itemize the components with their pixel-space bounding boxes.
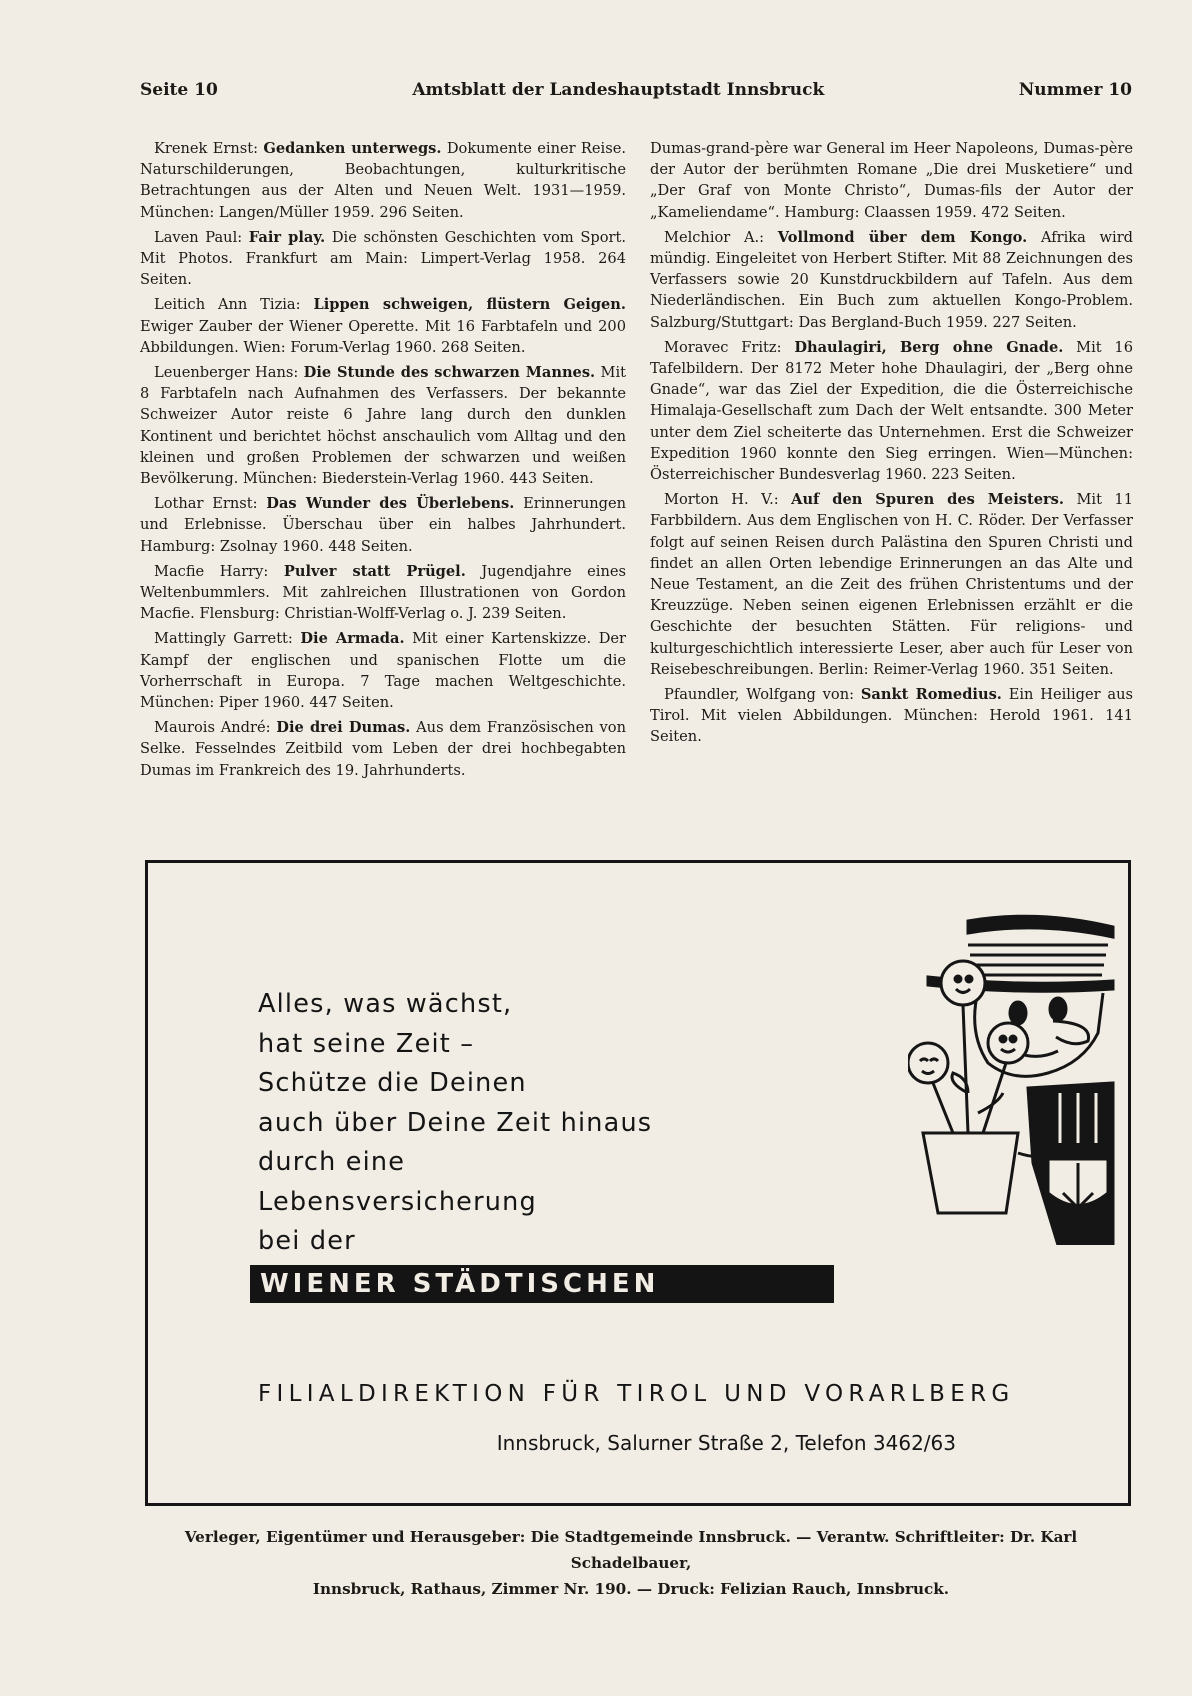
entry-text: Ewiger Zauber der Wiener Operette. Mit 16 Farbtafeln und 200 Abbildungen. Wien: Forum-Verlag 1960. 268 Seiten. [140, 317, 626, 356]
issue-number: Nummer 10 [1018, 80, 1132, 100]
book-entry-continuation [650, 138, 1133, 223]
insurance-advertisement [145, 860, 1131, 1506]
entry-title: Dhaulagiri, Berg ohne Gnade. [794, 338, 1064, 356]
entry-title: Sankt Romedius. [860, 686, 1002, 704]
entry-text: Erinnerungen und Erlebnisse. Überschau über ein halbes Jahrhundert. Hamburg: Zsolnay 1960. 448 Seiten. [140, 495, 627, 555]
slogan-line: Lebensversicherung [258, 1186, 537, 1217]
entry-text: Mit 8 Farbtafeln nach Aufnahmen des Verfassers. Der bekannte Schweizer Autor reiste 6 Jahre lang durch den dunklen Kontinent und berichtet höchst anschaulich vom Alltag und den kleinen und großen Problemen der schwarzen und weißen Bevölkerung. München: Biederstein-Verlag 1960. 443 Seiten. [140, 364, 627, 488]
entry-title: Das Wunder des Überlebens. [266, 495, 515, 513]
branch-address: Innsbruck, Salurner Straße 2, Telefon 3462/63 [496, 1431, 956, 1455]
entry-title: Pulver statt Prügel. [283, 562, 466, 580]
entry-title: Vollmond über dem Kongo. [777, 228, 1028, 246]
book-entry [650, 489, 1133, 680]
page-number: Seite 10 [140, 80, 218, 100]
entry-text: Mit 11 Farbbildern. Aus dem Englischen von H. C. Röder. Der Verfasser folgt auf seinen Reisen durch Palästina den Spuren Christi und findet an allen Orten lebendige Erinnerungen an das Alte und Neue Testament, an die Zeit des frühen Christentums und der Kreuzzüge. Neben seinen eigenen Erlebnissen erzählt er die Geschichte der besuchten Stätten. Für religions- und kulturgeschichtlich interessierte Leser, aber auch für Leser von Reisebeschreibungen. Berlin: Reimer-Verlag 1960. 351 Seiten. [650, 491, 1133, 678]
book-entry [140, 294, 626, 358]
entry-author: Pfaundler, Wolfgang von: [664, 686, 855, 704]
right-column [650, 138, 1133, 752]
company-name: WIENER STÄDTISCHEN [260, 1269, 660, 1299]
entry-text: Aus dem Französischen von Selke. Fesselndes Zeitbild vom Leben der drei hochbegabten Dumas im Frankreich des 19. Jahrhunderts. [140, 719, 626, 779]
entry-title: Lippen schweigen, flüstern Geigen. [313, 296, 627, 314]
gardener-with-flowers-illustration [908, 913, 1118, 1245]
entry-author: Leuenberger Hans: [154, 364, 299, 382]
slogan-line: Alles, was wächst, [258, 989, 513, 1019]
book-entry [140, 227, 626, 291]
entry-title: Die Armada. [300, 630, 405, 648]
entry-text: Dokumente einer Reise. Naturschilderungen, Beobachtungen, kulturkritische Betrachtungen aus der Alten und Neuen Welt. 1931—1959. München: Langen/Müller 1959. 296 Seiten. [140, 140, 626, 221]
slogan-line: durch eine [258, 1147, 406, 1177]
entry-author: Krenek Ernst: [154, 140, 259, 157]
imprint [130, 1524, 1132, 1602]
entry-text: Die schönsten Geschichten vom Sport. Mit Photos. Frankfurt am Main: Limpert-Verlag 1958. 264 Seiten. [140, 228, 627, 289]
entry-text: Mit einer Kartenskizze. Der Kampf der englischen und spanischen Flotte um die Vorherrschaft in Europa. 7 Tage machen Weltgeschichte. München: Piper 1960. 447 Seiten. [140, 630, 627, 712]
entry-author: Leitich Ann Tizia: [154, 296, 301, 314]
entry-author: Maurois André: [154, 719, 271, 737]
entry-author: Macfie Harry: [154, 562, 269, 580]
publication-title: Amtsblatt der Landeshauptstadt Innsbruck [412, 80, 825, 100]
imprint-line: Verleger, Eigentümer und Herausgeber: Die Stadtgemeinde Innsbruck. — Verantw. Schriftleiter: Dr. Karl Schadelbauer, [184, 1528, 1078, 1572]
entry-title: Die Stunde des schwarzen Mannes. [303, 364, 596, 382]
entry-title: Gedanken unterwegs. [263, 140, 442, 157]
slogan-line: hat seine Zeit – [258, 1028, 475, 1059]
imprint-line: Innsbruck, Rathaus, Zimmer Nr. 190. — Druck: Felizian Rauch, Innsbruck. [312, 1580, 950, 1598]
book-entry [140, 561, 626, 625]
page-header [140, 80, 1132, 100]
entry-text: Jugendjahre eines Weltenbummlers. Mit zahlreichen Illustrationen von Gordon Macfie. Flensburg: Christian-Wolff-Verlag o. J. 239 Seiten. [140, 562, 626, 623]
left-column [140, 138, 626, 785]
slogan-line: Schütze die Deinen [258, 1068, 527, 1098]
entry-author: Melchior A.: [664, 228, 765, 246]
branch-office: FILIALDIREKTION FÜR TIROL UND VORARLBERG [258, 1381, 1015, 1407]
entry-title: Auf den Spuren des Meisters. [791, 491, 1064, 509]
entry-text: Afrika wird mündig. Eingeleitet von Herbert Stifter. Mit 88 Zeichnungen des Verfassers sowie 20 Kunstdruckbildern auf Tafeln. Aus dem Niederländischen. Ein Buch zum aktuellen Kongo-Problem. Salzburg/Stuttgart: Das Bergland-Buch 1959. 227 Seiten. [650, 228, 1134, 331]
book-entry [650, 684, 1133, 748]
entry-text: Mit 16 Tafelbildern. Der 8172 Meter hohe Dhaulagiri, der „Berg ohne Gnade“, war das Ziel der Expedition, die die Österreichische Himalaja-Gesellschaft zum Dach der Welt entsandte. 300 Meter unter dem Ziel scheiterte das Unternehmen. Erst die Schweizer Expedition 1960 konnte den Sieg erringen. Wien—München: Österreichischer Bundesverlag 1960. 223 Seiten. [650, 338, 1133, 484]
entry-author: Lothar Ernst: [154, 495, 258, 513]
entry-text: Ein Heiliger aus Tirol. Mit vielen Abbildungen. München: Herold 1961. 141 Seiten. [650, 686, 1134, 746]
company-banner [250, 1265, 834, 1303]
slogan-line: bei der [258, 1226, 356, 1256]
entry-title: Fair play. [248, 228, 326, 246]
book-entry [650, 227, 1133, 333]
entry-author: Moravec Fritz: [664, 338, 782, 356]
book-entry [140, 628, 626, 713]
entry-text: Dumas-grand-père war General im Heer Napoleons, Dumas-père der Autor der berühmten Romane „Die drei Musketiere“ und „Der Graf von Monte Christo“, Dumas-fils der Autor der „Kameliendame“. Hamburg: Claassen 1959. 472 Seiten. [650, 140, 1133, 221]
entry-title: Die drei Dumas. [276, 719, 411, 737]
book-entry [140, 493, 626, 557]
slogan-line: auch über Deine Zeit hinaus [258, 1107, 653, 1138]
book-entry [140, 138, 626, 223]
entry-author: Laven Paul: [154, 228, 243, 246]
ad-slogan [258, 985, 652, 1262]
book-entry [650, 337, 1133, 485]
book-entry [140, 717, 626, 781]
book-entry [140, 362, 626, 489]
entry-author: Mattingly Garrett: [154, 630, 293, 648]
entry-author: Morton H. V.: [664, 491, 779, 509]
